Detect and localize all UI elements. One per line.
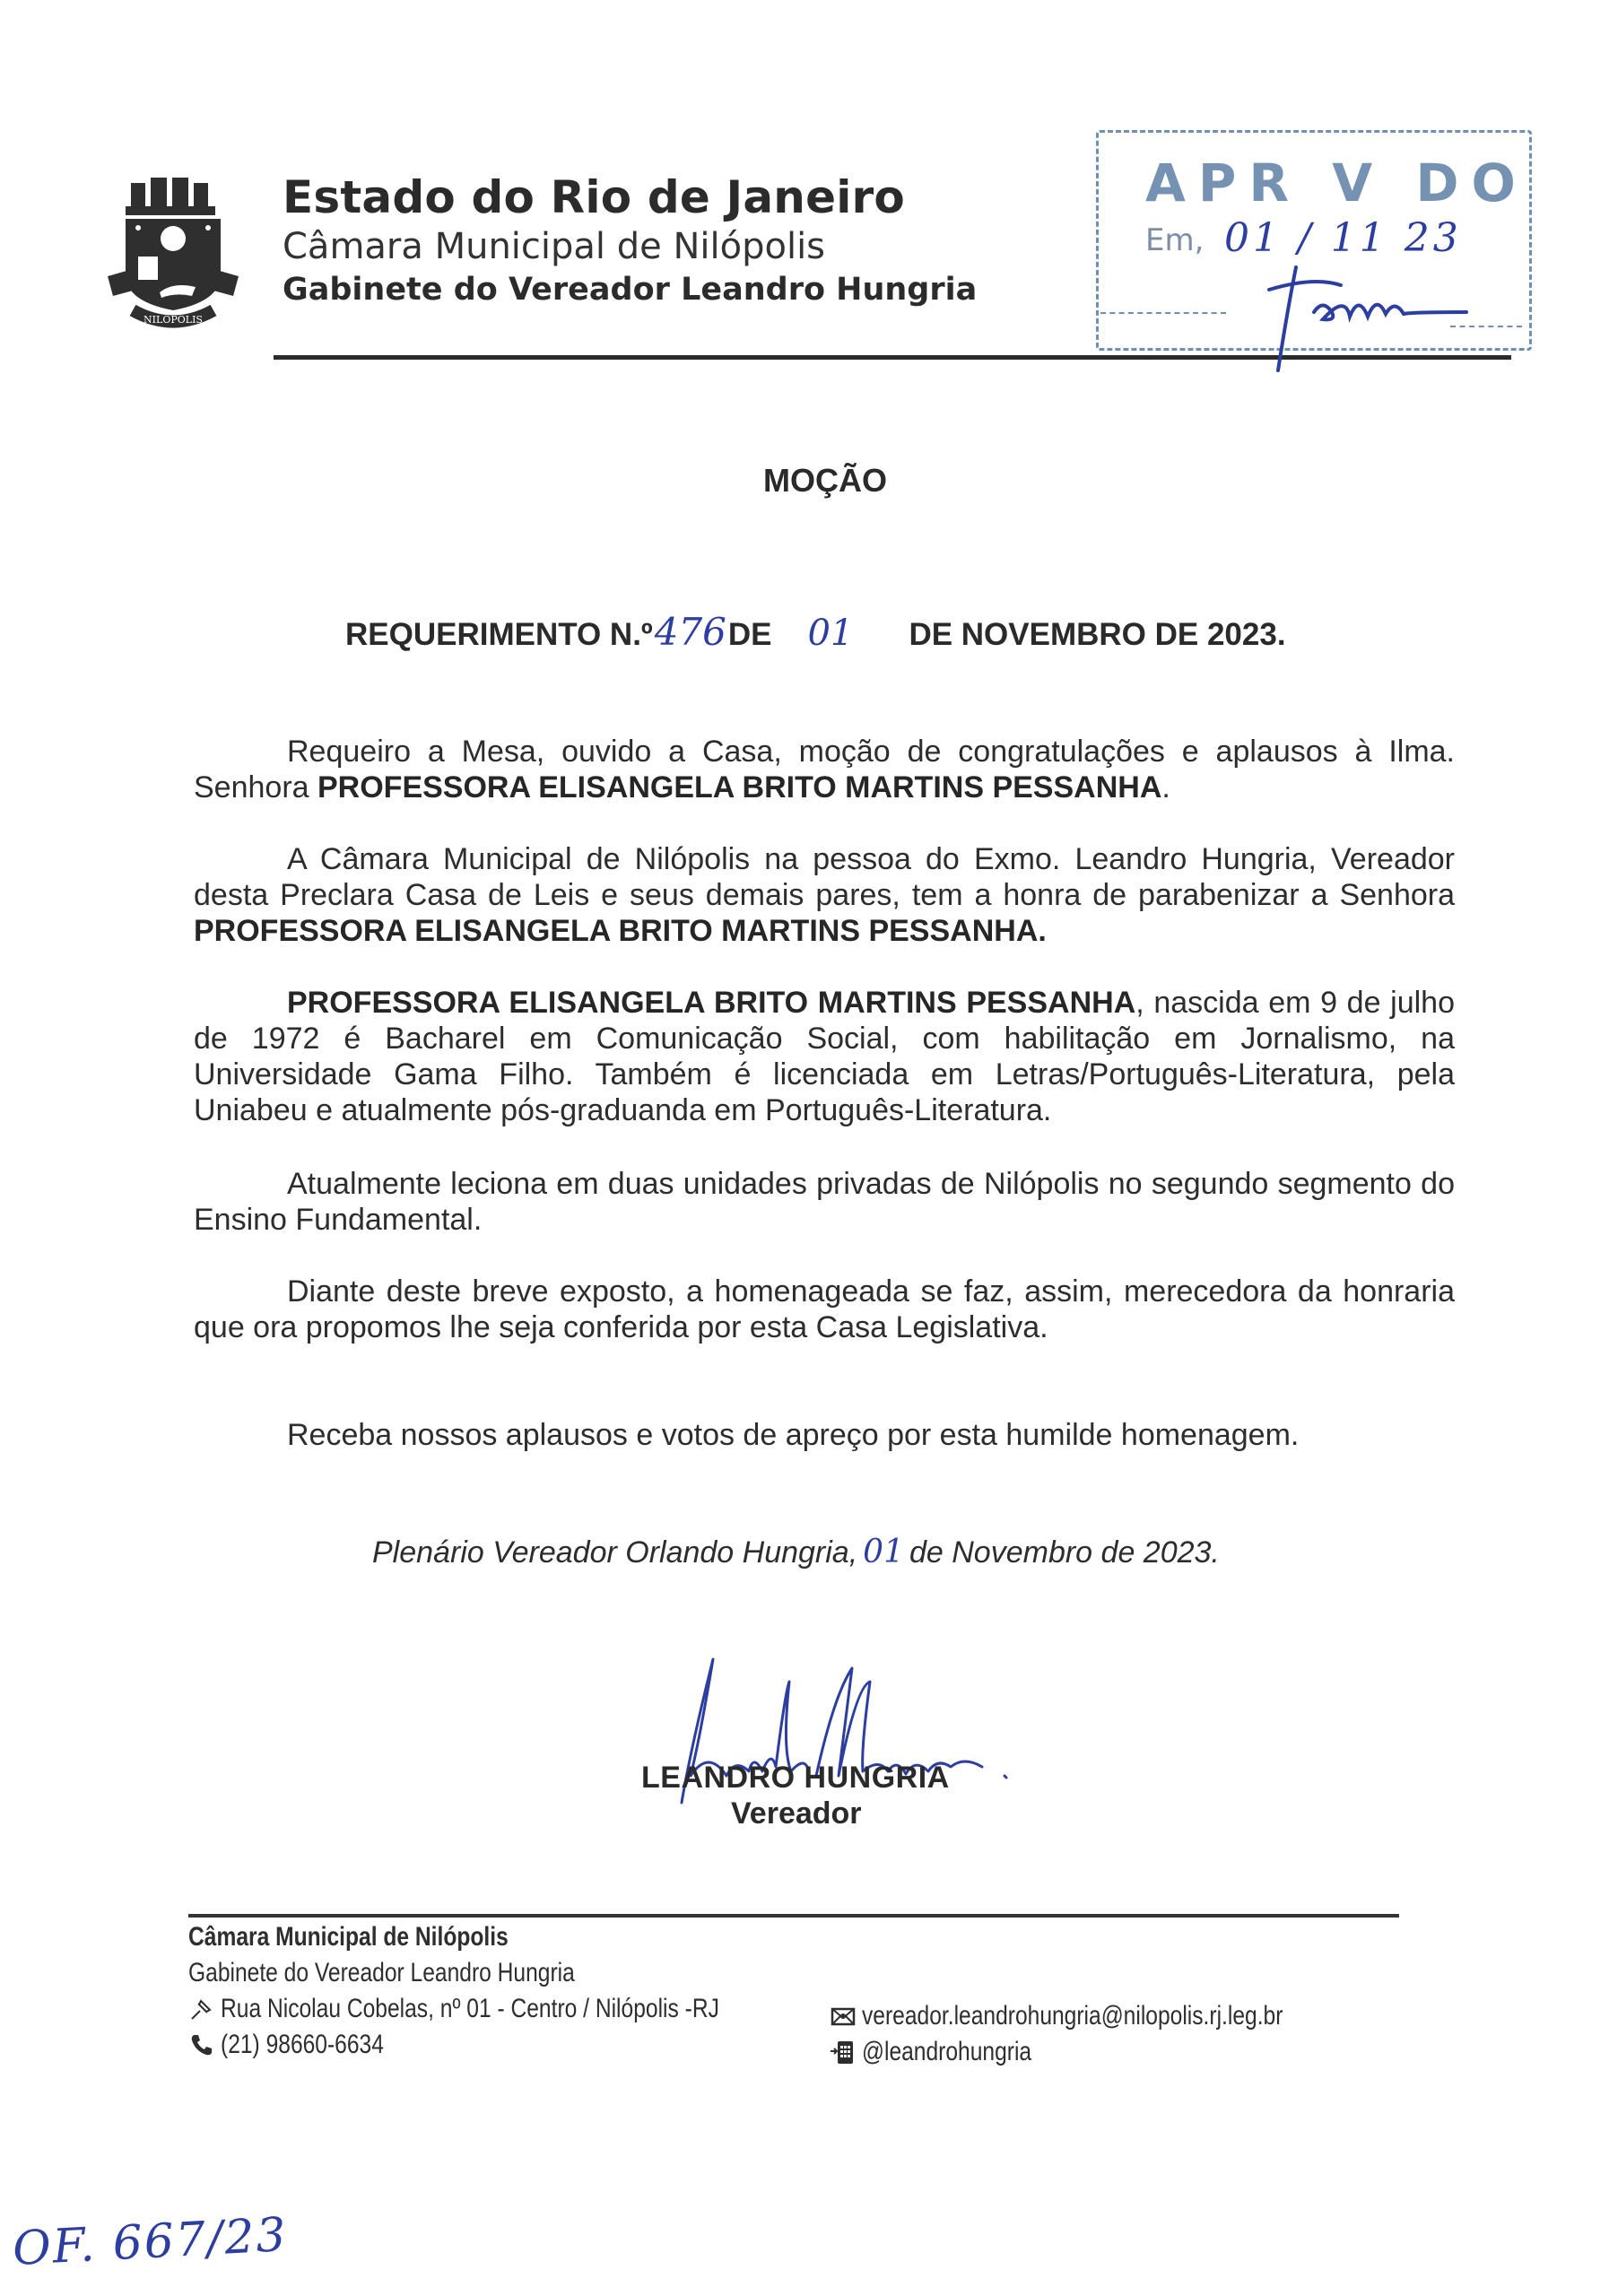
footer-office: Gabinete do Vereador Leandro Hungria: [188, 1958, 575, 1987]
crest-label: NILOPOLIS: [144, 314, 203, 326]
honoree-name: PROFESSORA ELISANGELA BRITO MARTINS PESSANHA: [287, 986, 1136, 1020]
requerimento-suffix: DE NOVEMBRO DE 2023.: [909, 617, 1286, 652]
footer-contact: [188, 1919, 829, 2063]
office-name: Gabinete do Vereador Leandro Hungria: [283, 272, 978, 308]
document-type-title: MOÇÃO: [763, 462, 887, 499]
phone-icon: [188, 2031, 215, 2058]
paragraph-text: Receba nossos aplausos e votos de apreço por esta humilde homenagem.: [287, 1418, 1300, 1452]
paragraph-merit: [194, 1274, 1455, 1345]
mobile-phone-icon: [830, 2039, 857, 2066]
signatory-name: LEANDRO HUNGRIA: [641, 1761, 950, 1795]
envelope-icon: [830, 2003, 857, 2030]
footer-email[interactable]: vereador.leandrohungria@nilopolis.rj.leg.br: [862, 2001, 1283, 2031]
handwritten-signature-icon: [1260, 258, 1475, 375]
paragraph-text: Diante deste breve exposto, a homenageada se faz, assim, merecedora da honraria que ora propomos lhe seja conferida por esta Casa Legislativa.: [194, 1274, 1455, 1344]
municipal-coat-of-arms-icon: [106, 176, 240, 333]
approval-stamp: [1096, 130, 1532, 351]
signatory-role: Vereador: [731, 1796, 862, 1831]
paragraph-text: , nascida em 9 de julho de 1972 é Bacharel em Comunicação Social, com habilitação em Jornalismo, na Universidade Gama Filho. Também é licenciada em Letras/Português-Literatura, pela Uniabeu e atualmente pós-graduanda em Português-Literatura.: [194, 986, 1455, 1127]
paragraph-request: [194, 734, 1455, 805]
footer-social[interactable]: @leandrohungria: [862, 2037, 1032, 2066]
requerimento-de: DE: [727, 617, 772, 652]
honoree-name: PROFESSORA ELISANGELA BRITO MARTINS PESSANHA: [317, 770, 1162, 804]
footer-online: [830, 1998, 1375, 2070]
stamp-em-label: Em,: [1145, 222, 1205, 258]
oficio-annotation: OF. 667/23: [11, 2208, 289, 2276]
paragraph-text: Atualmente leciona em duas unidades privadas de Nilópolis no segundo segmento do Ensino Fundamental.: [194, 1167, 1455, 1237]
paragraph-biography: [194, 985, 1455, 1128]
paragraph-text: Requeiro a Mesa, ouvido a Casa, moção de congratulações e aplausos à Ilma. Senhora: [194, 735, 1455, 804]
paragraph-applause: [194, 1417, 1455, 1453]
chamber-name: Câmara Municipal de Nilópolis: [283, 226, 826, 267]
closing-day: 01: [863, 1534, 904, 1570]
requerimento-prefix: REQUERIMENTO N.º: [345, 617, 653, 652]
state-name: Estado do Rio de Janeiro: [283, 171, 905, 223]
paragraph-text: .: [1161, 770, 1170, 804]
requerimento-number: 476: [654, 610, 726, 654]
footer-divider: [188, 1914, 1399, 1918]
footer-address: Rua Nicolau Cobelas, nº 01 - Centro / Nilópolis -RJ: [221, 1994, 719, 2023]
requerimento-heading: [345, 610, 1286, 654]
closing-date: de Novembro de 2023.: [909, 1535, 1220, 1570]
requerimento-day: 01: [807, 613, 854, 654]
stamp-date: 01 / 11 23: [1224, 215, 1462, 261]
paragraph-chamber: [194, 841, 1455, 949]
honoree-name: PROFESSORA ELISANGELA BRITO MARTINS PESSANHA.: [194, 914, 1047, 948]
pushpin-icon: [188, 1996, 215, 2022]
paragraph-teaching: [194, 1166, 1455, 1238]
place-date-line: [372, 1534, 1220, 1570]
closing-place: Plenário Vereador Orlando Hungria,: [372, 1535, 858, 1570]
stamp-title: APR V DO: [1145, 152, 1528, 213]
letterhead: [283, 170, 977, 310]
stamp-dashed-line: [1100, 312, 1226, 314]
footer-phone: (21) 98660-6634: [221, 2030, 384, 2059]
paragraph-text: A Câmara Municipal de Nilópolis na pessoa do Exmo. Leandro Hungria, Vereador desta Preclara Casa de Leis e seus demais pares, tem a honra de parabenizar a Senhora: [194, 842, 1455, 912]
footer-org: Câmara Municipal de Nilópolis: [188, 1922, 509, 1952]
